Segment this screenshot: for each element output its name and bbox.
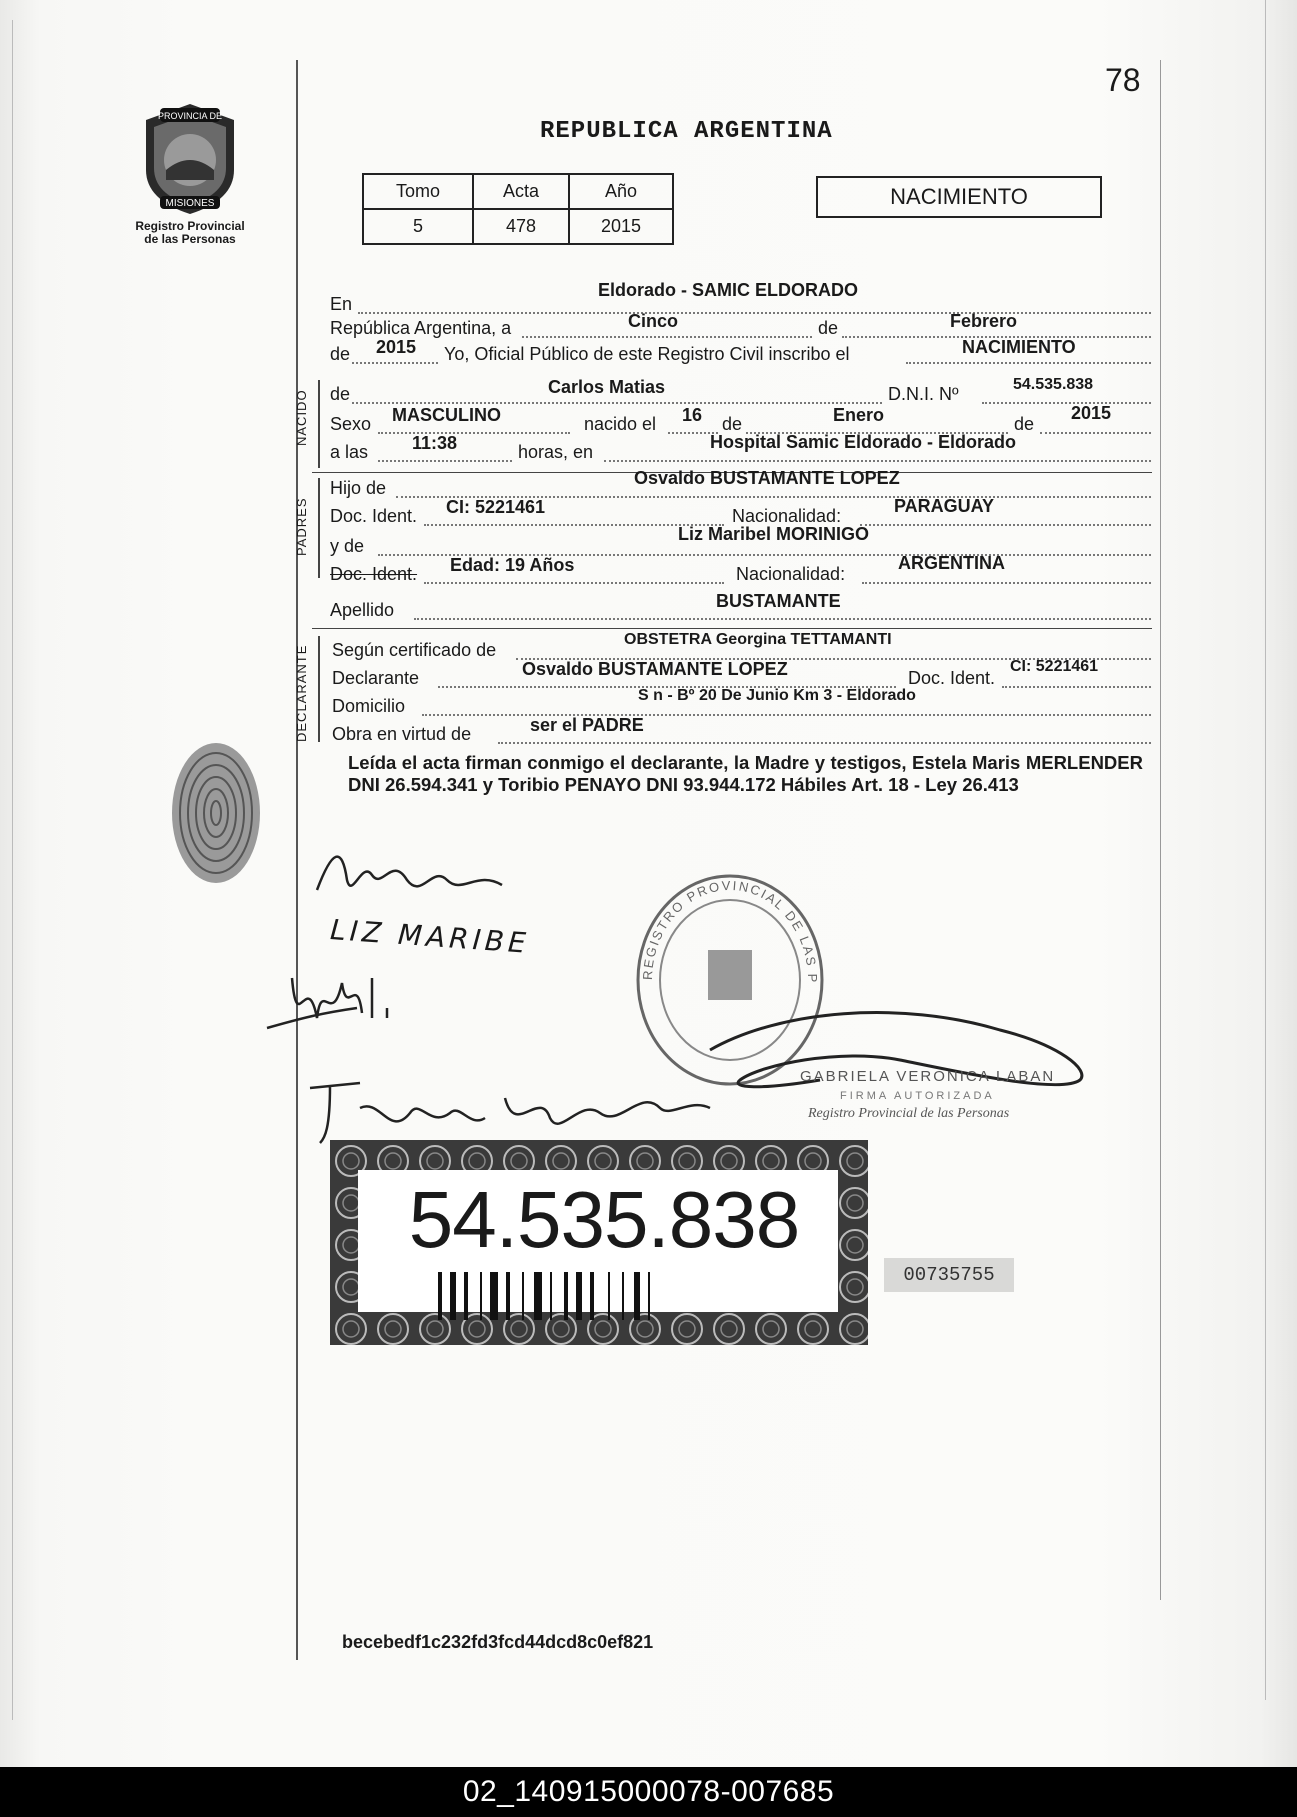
header-tomo: Tomo (363, 174, 473, 209)
dotted-line (604, 460, 1151, 462)
barcode-bar (480, 1272, 482, 1320)
declarante-label: Declarante (332, 668, 420, 688)
page-number: 78 (1105, 62, 1141, 98)
dotted-line (352, 362, 438, 364)
segun-label: Según certificado de (332, 640, 497, 660)
domicilio-label: Domicilio (332, 696, 406, 716)
en-label: En (330, 294, 353, 314)
dotted-line (352, 402, 882, 404)
barcode-bar (576, 1272, 582, 1320)
barcode-bar (506, 1272, 510, 1320)
de5-label: de (1014, 414, 1035, 434)
barcode-bar (608, 1272, 610, 1320)
dotted-line (378, 460, 512, 462)
de2-label: de (330, 344, 351, 364)
de-label: de (818, 318, 839, 338)
horas-label: horas, en (518, 442, 594, 462)
scan-footer-id: 02_140915000078-007685 (0, 1767, 1297, 1817)
section-bracket-declarante (318, 636, 320, 742)
value-tomo: 5 (363, 209, 473, 244)
dotted-line (862, 582, 1151, 584)
emblem-bottom-text: MISIONES (165, 198, 215, 209)
inscribe-value: NACIMIENTO (962, 337, 1076, 357)
stamp-role: FIRMA AUTORIZADA (840, 1090, 995, 1102)
year-value: 2015 (376, 337, 417, 357)
barcode-bar (438, 1272, 442, 1320)
docident2-label: Doc. Ident. (330, 564, 418, 584)
serial-number: 00735755 (884, 1258, 1014, 1292)
dotted-line (1002, 686, 1151, 688)
name-value: Carlos Matias (548, 377, 666, 397)
declarante-value: Osvaldo BUSTAMANTE LOPEZ (522, 659, 788, 679)
signature-3 (262, 958, 442, 1053)
barcode-bar (622, 1272, 624, 1320)
obra-value: ser el PADRE (530, 715, 644, 735)
dotted-line (522, 336, 812, 338)
barcode-bar (590, 1272, 594, 1320)
barcode-bar (550, 1272, 552, 1320)
mother-value: Liz Maribel MORINIGO (678, 524, 870, 544)
barcode-bar (634, 1272, 640, 1320)
emblem-top-text: PROVINCIA DE (157, 111, 223, 121)
dni-label: D.N.I. Nº (888, 384, 959, 404)
yo-text: Yo, Oficial Público de este Registro Civil inscribo el (444, 344, 850, 364)
barcode-bar (522, 1272, 524, 1320)
dotted-line (860, 524, 1151, 526)
barcode-bar (490, 1272, 498, 1320)
stamp-signer: GABRIELA VERONICA LABAN (800, 1068, 1056, 1085)
closing-statement: Leída el acta firman conmigo el declarante, la Madre y testigos, Estela Maris MERLENDER DNI 26.594.341 y Toribio PENAYO DNI 93.944.172 Hábiles Art. 18 - Ley 26.413 (348, 752, 1143, 795)
barcode-bar (450, 1272, 456, 1320)
side-label-nacido: NACIDO (294, 389, 309, 446)
sexo-label: Sexo (330, 414, 372, 434)
republica-label: República Argentina, a (330, 318, 512, 338)
value-ano: 2015 (569, 209, 673, 244)
value-acta: 478 (473, 209, 569, 244)
header-acta: Acta (473, 174, 569, 209)
section-separator (312, 628, 1152, 629)
dotted-line (498, 742, 1151, 744)
barcode (438, 1272, 768, 1325)
declarante-doc: CI: 5221461 (1010, 658, 1099, 675)
barcode-bar (464, 1272, 468, 1320)
dotted-line (378, 432, 570, 434)
birth-year: 2015 (1071, 403, 1112, 423)
obra-label: Obra en virtud de (332, 724, 472, 744)
side-label-declarante: DECLARANTE (294, 644, 309, 742)
sexo-value: MASCULINO (392, 405, 501, 425)
father-doc: CI: 5221461 (446, 497, 546, 517)
hijo-label: Hijo de (330, 478, 387, 498)
logo-label-line1: Registro Provincial (135, 219, 245, 233)
dotted-line (982, 402, 1151, 404)
dni-value: 54.535.838 (1013, 376, 1094, 393)
seal-text: REGISTRO PROVINCIAL DE LAS P (639, 877, 821, 985)
month-value: Febrero (950, 311, 1018, 331)
day-value: Cinco (628, 311, 679, 331)
alas-label: a las (330, 442, 369, 462)
dni-number-large: 54.535.838 (408, 1175, 800, 1264)
barcode-bar (648, 1272, 650, 1320)
section-bracket-padres (318, 478, 320, 578)
place-value: Hospital Samic Eldorado - Eldorado (710, 432, 1017, 452)
birth-month: Enero (833, 405, 885, 425)
en-value: Eldorado - SAMIC ELDORADO (598, 280, 858, 300)
domicilio-value: S n - Bº 20 De Junio Km 3 - Eldorado (638, 687, 916, 704)
signature-flourish (700, 990, 1100, 1105)
left-edge-line (12, 20, 13, 1720)
docident3-label: Doc. Ident. (908, 668, 996, 688)
dotted-line (414, 618, 1151, 620)
nacionalidad-label: Nacionalidad: (732, 506, 842, 526)
apellido-label: Apellido (330, 600, 395, 620)
dotted-line (358, 312, 1151, 314)
province-emblem-logo (130, 100, 250, 223)
right-edge-line (1265, 0, 1266, 1700)
signature-1 (312, 840, 512, 915)
time-value: 11:38 (412, 433, 458, 453)
father-nat: PARAGUAY (894, 496, 995, 516)
dotted-line (424, 582, 724, 584)
nacido-label: nacido el (584, 414, 657, 434)
yde-label: y de (330, 536, 365, 556)
segun-value: OBSTETRA Georgina TETTAMANTI (624, 631, 892, 648)
act-type-box: NACIMIENTO (816, 176, 1102, 218)
mother-nat: ARGENTINA (898, 553, 1005, 573)
mother-doc: Edad: 19 Años (450, 555, 575, 575)
dotted-line (1040, 432, 1151, 434)
barcode-bar (564, 1272, 568, 1320)
left-margin-line (296, 60, 298, 1660)
docident-label: Doc. Ident. (330, 506, 418, 526)
nacionalidad2-label: Nacionalidad: (736, 564, 846, 584)
stamp-org: Registro Provincial de las Personas (808, 1106, 1010, 1121)
document-hash: becebedf1c232fd3fcd44dcd8c0ef821 (342, 1632, 654, 1652)
right-margin-line (1160, 60, 1161, 1600)
mother-printed-signature: LIZ MARIBE (329, 913, 531, 960)
section-bracket-nacido (318, 380, 320, 468)
dotted-line (906, 362, 1151, 364)
de4-label: de (722, 414, 743, 434)
apellido-value: BUSTAMANTE (716, 591, 841, 611)
registry-table (362, 173, 674, 245)
barcode-bar (534, 1272, 542, 1320)
fingerprint (166, 738, 266, 893)
logo-label-line2: de las Personas (144, 232, 236, 246)
birth-day: 16 (682, 405, 703, 425)
document-title: REPUBLICA ARGENTINA (540, 118, 833, 145)
father-value: Osvaldo BUSTAMANTE LOPEZ (634, 468, 900, 488)
header-ano: Año (569, 174, 673, 209)
logo-label (120, 220, 260, 246)
side-label-padres: PADRES (294, 497, 309, 556)
de3-label: de (330, 384, 351, 404)
